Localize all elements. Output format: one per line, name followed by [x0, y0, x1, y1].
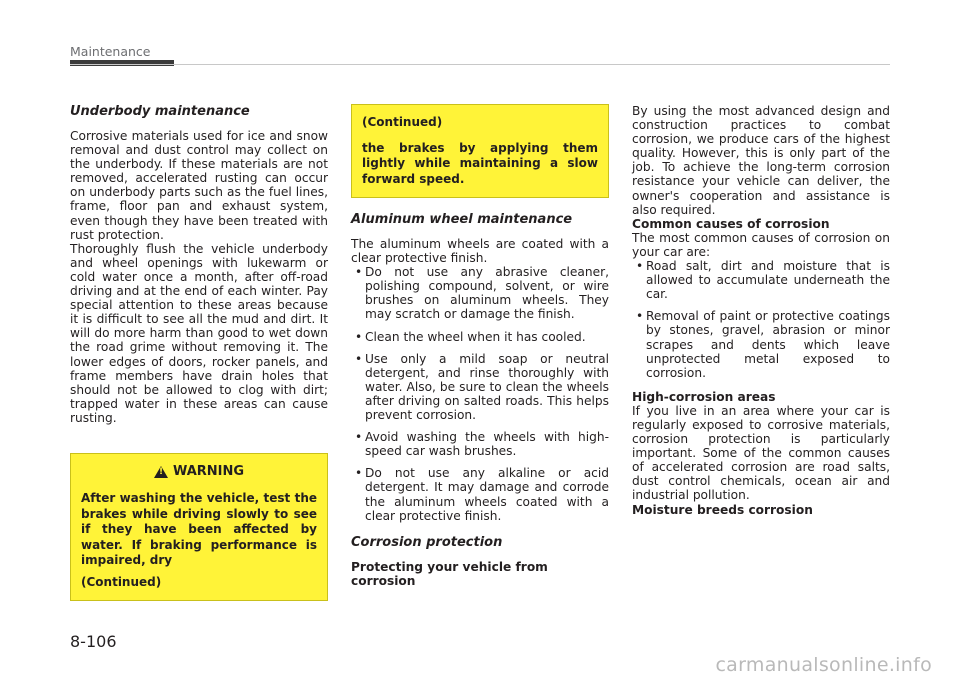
- underbody-paragraph-2: Thoroughly flush the vehicle underbody and wheel openings with lukewarm or cold water once a month, after off-road driving and at the end of each winter. Pay special attention to these areas because it is difficult to see all the mud and dirt. It will do more harm than good to wet down the road grime without removing it. The lower edges of doors, rocker panels, and frame members have drain holes that should not be allowed to clog with dirt; trapped water in these areas can cause rusting.: [70, 241, 328, 425]
- underbody-paragraph-1: Corrosive materials used for ice and snow removal and dust control may collect on the underbody. If these materials are not removed, accelerated rusting can occur on underbody parts such as the fuel lines, frame, floor pan and exhaust system, even though they have been treated with rust protection.: [70, 129, 328, 242]
- list-item: • Removal of paint or protective coatings by stones, gravel, abrasion or minor scrapes and dents which leave unprotected metal exposed to corrosion.: [632, 309, 890, 379]
- list-item: • Clean the wheel when it has cooled.: [351, 330, 609, 344]
- high-corrosion-subheading: High-corrosion areas: [632, 389, 776, 404]
- list-item: • Use only a mild soap or neutral detergent, and rinse thoroughly with water. Also, be sure to clean the wheels after driving on salted roads. This helps prevent corrosion.: [351, 352, 609, 422]
- protecting-subheading: Protecting your vehicle from corrosion: [351, 559, 548, 588]
- warning-icon: [154, 466, 168, 478]
- warning-text: After washing the vehicle, test the brakes while driving slowly to see if they have been affected by water. If braking performance is impaired, dry: [81, 491, 317, 568]
- corrosion-bullet-list: [632, 259, 890, 380]
- aluminum-bullet-list: [351, 265, 609, 523]
- list-item: • Do not use any abrasive cleaner, polishing compound, solvent, or wire brushes on aluminum wheels. They may scratch or damage the finish.: [351, 265, 609, 321]
- aluminum-wheel-heading: Aluminum wheel maintenance: [351, 212, 573, 227]
- list-item: • Road salt, dirt and moisture that is allowed to accumulate underneath the car.: [632, 259, 890, 301]
- column-1: [70, 104, 328, 601]
- header-bar: [70, 60, 174, 66]
- warning-title: [81, 464, 317, 480]
- section-title: Maintenance: [70, 44, 151, 59]
- continued-box: [351, 104, 609, 198]
- corrosion-heading: Corrosion protection: [351, 534, 503, 550]
- list-item: • Do not use any alkaline or acid detergent. It may damage and corrode the aluminum wheels coated with a clear protective finish.: [351, 466, 609, 522]
- common-causes-subheading: Common causes of corrosion: [632, 216, 830, 231]
- watermark: carmanualsonline.info: [715, 654, 932, 676]
- moisture-subheading: Moisture breeds corrosion: [632, 502, 813, 517]
- continued-text: the brakes by applying them lightly while maintaining a slow forward speed.: [362, 140, 598, 186]
- corrosion-paragraph-1: By using the most advanced design and construction practices to combat corrosion, we produce cars of the highest quality. However, this is only part of the job. To achieve the long-term corrosion resistance your vehicle can deliver, the owner's cooperation and assistance is also required.: [632, 104, 890, 217]
- corrosion-paragraph-3: If you live in an area where your car is regularly exposed to corrosive materials, corrosion protection is particularly important. Some of the common causes of accelerated corrosion are road salts, dust control chemicals, ocean air and industrial pollution.: [632, 403, 890, 503]
- warning-label: WARNING: [172, 463, 245, 479]
- page-number: 8-106: [70, 632, 117, 651]
- continued-label: (Continued): [362, 115, 443, 129]
- underbody-heading: Underbody maintenance: [70, 104, 250, 119]
- aluminum-intro: The aluminum wheels are coated with a clear protective finish.: [351, 237, 609, 266]
- list-item: • Avoid washing the wheels with high-speed car wash brushes.: [351, 430, 609, 458]
- header-rule: [70, 64, 890, 65]
- column-3: [632, 104, 890, 517]
- column-2: [351, 104, 609, 588]
- corrosion-paragraph-2: The most common causes of corrosion on your car are:: [632, 230, 890, 259]
- warning-continued: (Continued): [81, 574, 162, 589]
- warning-box: [70, 453, 328, 602]
